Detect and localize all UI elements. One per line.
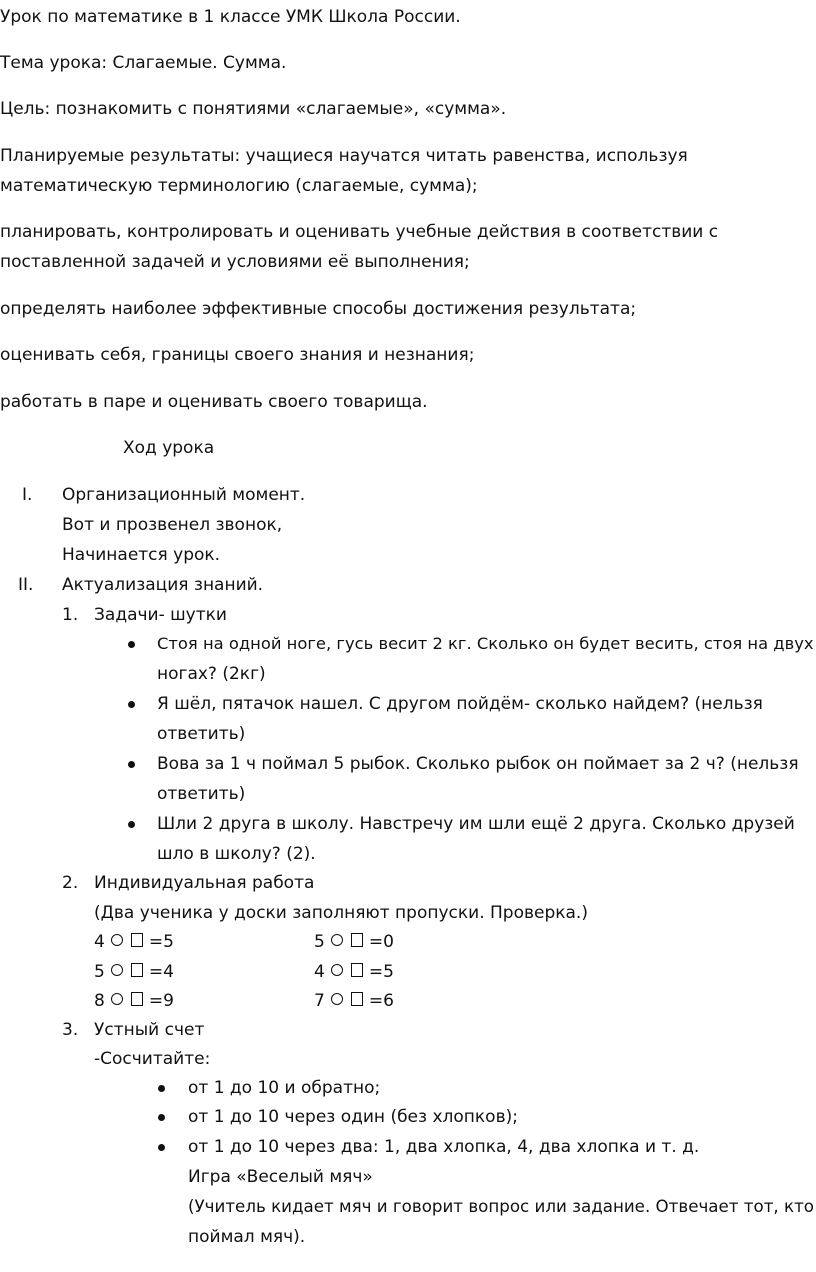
- item-3-marker: 3.: [62, 1020, 79, 1040]
- planned-results-line-2: математическую терминологию (слагаемые, сумма);: [0, 176, 478, 196]
- counting-2: от 1 до 10 через один (без хлопков);: [188, 1107, 518, 1127]
- equation-result: =5: [148, 932, 174, 952]
- section-2-title: Актуализация знаний.: [62, 575, 264, 595]
- circle-blank: [111, 964, 123, 976]
- pair-work-line: работать в паре и оценивать своего товарища.: [0, 392, 428, 412]
- square-blank: [351, 933, 363, 947]
- equation: [94, 957, 174, 987]
- bullet-dot: [128, 641, 135, 648]
- joke-4-line-2: шло в школу? (2).: [157, 844, 316, 864]
- bullet-dot: [128, 761, 135, 768]
- section-1-line-2: Начинается урок.: [62, 545, 221, 565]
- bullet-dot: [128, 701, 135, 708]
- equation: [314, 986, 394, 1016]
- square-blank: [131, 963, 143, 977]
- equation-number: 5: [94, 962, 105, 982]
- equation: [94, 927, 174, 957]
- bullet-dot: [158, 1114, 165, 1121]
- equation-result: =4: [148, 962, 174, 982]
- circle-blank: [331, 993, 343, 1005]
- joke-2-line-2: ответить): [157, 724, 246, 744]
- joke-3-line-2: ответить): [157, 784, 246, 804]
- section-1-line-1: Вот и прозвенел звонок,: [62, 515, 283, 535]
- section-2-marker: II.: [18, 575, 34, 595]
- square-blank: [131, 992, 143, 1006]
- circle-blank: [331, 934, 343, 946]
- equation-result: =9: [148, 991, 174, 1011]
- item-1-title: Задачи- шутки: [94, 605, 227, 625]
- circle-blank: [111, 993, 123, 1005]
- game-title: Игра «Веселый мяч»: [188, 1167, 373, 1187]
- item-2-marker: 2.: [62, 873, 79, 893]
- bullet-dot: [158, 1085, 165, 1092]
- equation: [314, 927, 394, 957]
- plan-line-2: поставленной задачей и условиями её выполнения;: [0, 252, 470, 272]
- equation: [314, 957, 394, 987]
- lesson-goal: Цель: познакомить с понятиями «слагаемые», «сумма».: [0, 99, 507, 119]
- plan-line-1: планировать, контролировать и оценивать учебные действия в соответствии с: [0, 222, 719, 242]
- joke-4-line-1: Шли 2 друга в школу. Навстречу им шли ещё 2 друга. Сколько друзей: [157, 814, 795, 834]
- game-note-line-1: (Учитель кидает мяч и говорит вопрос или задание. Отвечает тот, кто: [188, 1197, 814, 1216]
- planned-results-line-1: Планируемые результаты: учащиеся научатся читать равенства, используя: [0, 146, 688, 166]
- counting-1: от 1 до 10 и обратно;: [188, 1078, 381, 1098]
- joke-1-line-2: ногах? (2кг): [157, 664, 266, 684]
- equation-number: 7: [314, 991, 325, 1011]
- course-heading: Ход урока: [123, 438, 215, 458]
- bullet-dot: [158, 1144, 165, 1151]
- joke-3-line-1: Вова за 1 ч поймал 5 рыбок. Сколько рыбок он поймает за 2 ч? (нельзя: [157, 754, 799, 774]
- equation-result: =6: [368, 991, 394, 1011]
- equation-number: 4: [314, 962, 325, 982]
- square-blank: [351, 992, 363, 1006]
- game-note-line-2: поймал мяч).: [188, 1227, 306, 1247]
- item-1-marker: 1.: [62, 605, 79, 625]
- joke-2-line-1: Я шёл, пятачок нашел. С другом пойдём- сколько найдем? (нельзя: [157, 694, 763, 714]
- item-2-title: Индивидуальная работа: [94, 873, 315, 893]
- joke-1-line-1: Стоя на одной ноге, гусь весит 2 кг. Сколько он будет весить, стоя на двух: [157, 634, 814, 653]
- lesson-title: Урок по математике в 1 классе УМК Школа России.: [0, 7, 461, 27]
- bullet-dot: [128, 821, 135, 828]
- define-line: определять наиболее эффективные способы достижения результата;: [0, 299, 637, 319]
- counting-3: от 1 до 10 через два: 1, два хлопка, 4, два хлопка и т. д.: [188, 1137, 700, 1157]
- lesson-topic: Тема урока: Слагаемые. Сумма.: [0, 53, 287, 73]
- equation-number: 8: [94, 991, 105, 1011]
- item-3-title: Устный счет: [94, 1020, 205, 1040]
- item-3-prompt: -Сосчитайте:: [94, 1049, 211, 1069]
- equation-number: 5: [314, 932, 325, 952]
- circle-blank: [331, 964, 343, 976]
- section-1-title: Организационный момент.: [62, 485, 306, 505]
- item-2-note: (Два ученика у доски заполняют пропуски. Проверка.): [94, 903, 588, 923]
- section-1-marker: I.: [22, 485, 33, 505]
- equation: [94, 986, 174, 1016]
- equation-number: 4: [94, 932, 105, 952]
- equation-result: =5: [368, 962, 394, 982]
- assess-line: оценивать себя, границы своего знания и незнания;: [0, 345, 475, 365]
- square-blank: [131, 933, 143, 947]
- square-blank: [351, 963, 363, 977]
- equation-result: =0: [368, 932, 394, 952]
- circle-blank: [111, 934, 123, 946]
